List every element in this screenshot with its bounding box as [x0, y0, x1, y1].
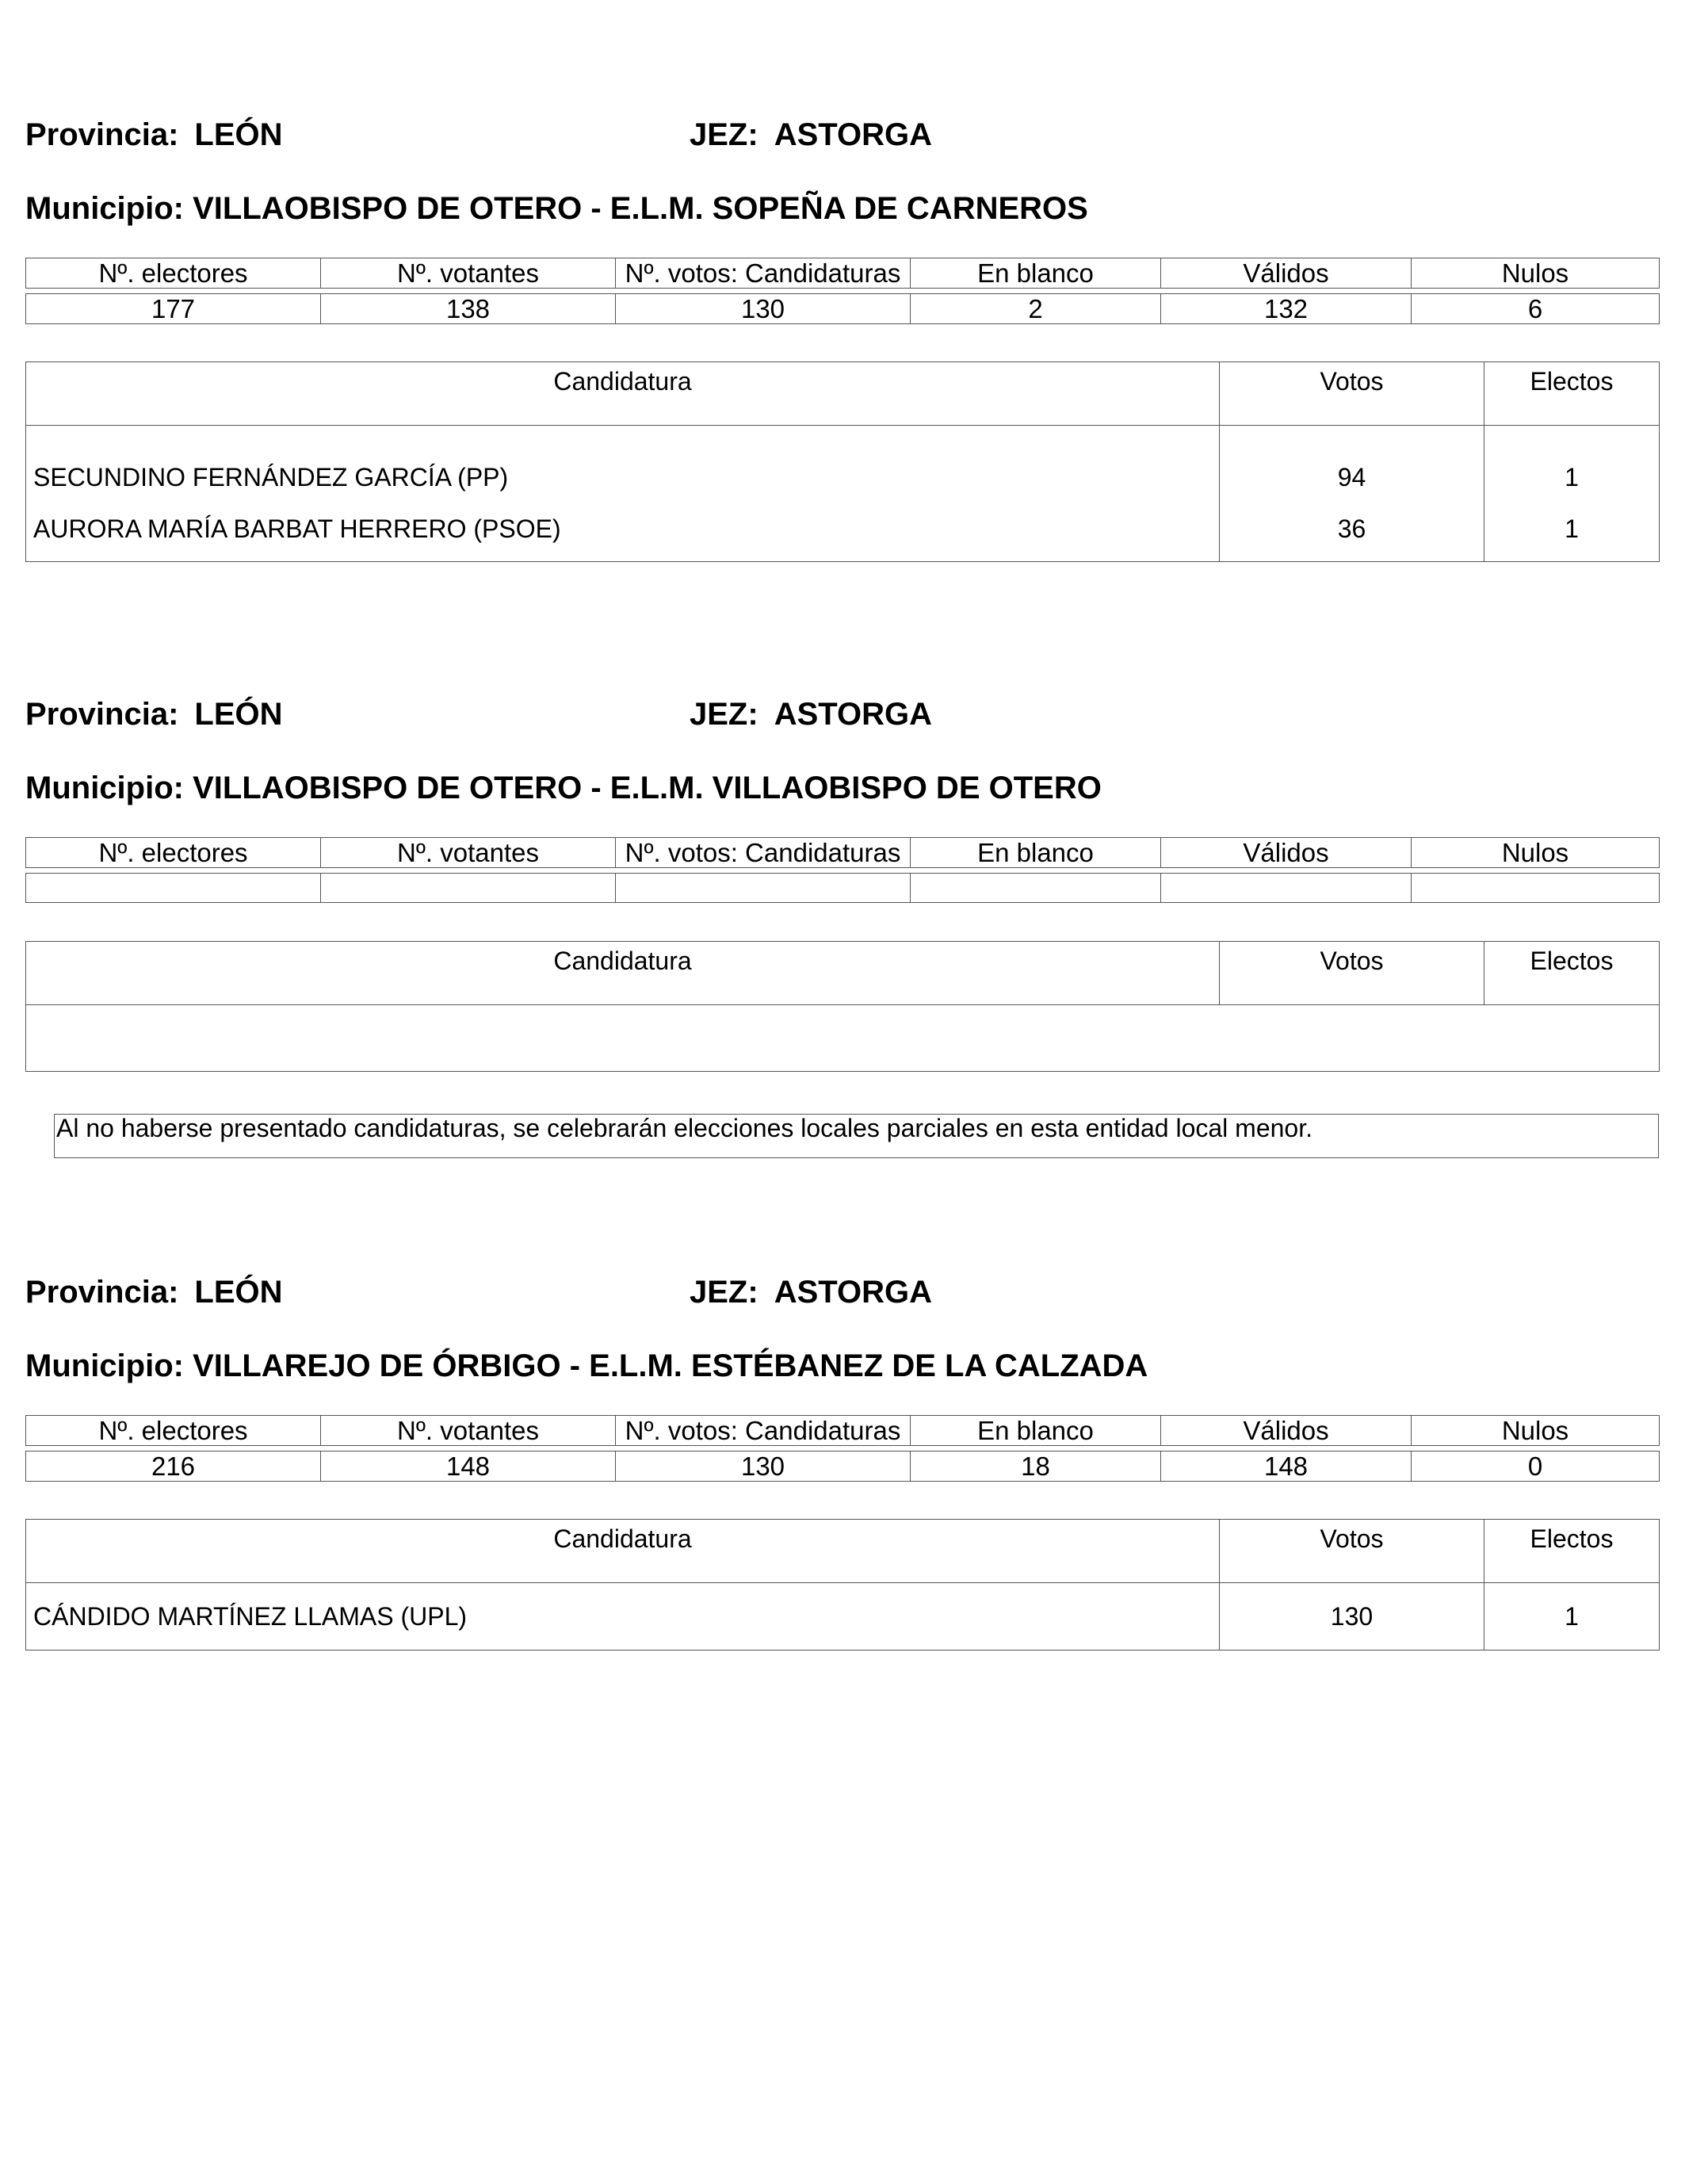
- municipio-line: [25, 1347, 1148, 1385]
- value-nulos: 6: [1412, 294, 1660, 324]
- header-votos: Votos: [1220, 362, 1484, 426]
- provincia-label: Provincia:: [25, 1275, 179, 1310]
- candidates-header-row: [26, 942, 1660, 1005]
- header-votantes: Nº. votantes: [321, 258, 616, 289]
- header-candidatura: Candidatura: [26, 942, 1220, 1005]
- value-electores: [26, 874, 321, 903]
- candidate-name: AURORA MARÍA BARBAT HERRERO (PSOE): [26, 503, 1220, 562]
- jez-label: JEZ:: [690, 1275, 758, 1310]
- value-validos: [1161, 874, 1412, 903]
- provincia-value: LEÓN: [194, 1275, 283, 1310]
- value-votos-candidaturas: [616, 874, 911, 903]
- value-votos-candidaturas: 130: [616, 1452, 911, 1482]
- header-electos: Electos: [1484, 1520, 1660, 1583]
- value-validos: 132: [1161, 294, 1412, 324]
- notice-box: Al no haberse presentado candidaturas, se celebrarán elecciones locales parciales en esta entidad local menor.: [54, 1114, 1659, 1158]
- value-electores: 216: [26, 1452, 321, 1482]
- empty-candidates-row: [26, 1005, 1660, 1072]
- header-en-blanco: En blanco: [911, 258, 1161, 289]
- municipio-label: Municipio:: [25, 191, 184, 226]
- value-votos-candidaturas: 130: [616, 294, 911, 324]
- stats-header-row: [26, 258, 1660, 289]
- jez-label: JEZ:: [690, 117, 758, 152]
- candidate-electos: 1: [1484, 503, 1660, 562]
- header-nulos: Nulos: [1412, 1416, 1660, 1446]
- provincia-label: Provincia:: [25, 697, 179, 732]
- jez-line: [690, 695, 932, 733]
- provincia-label: Provincia:: [25, 117, 179, 152]
- candidates-header-row: [26, 362, 1660, 426]
- value-nulos: [1412, 874, 1660, 903]
- candidate-row: [26, 426, 1660, 503]
- candidates-table: [25, 361, 1660, 562]
- candidate-row: [26, 503, 1660, 562]
- jez-label: JEZ:: [690, 697, 758, 732]
- header-en-blanco: En blanco: [911, 1416, 1161, 1446]
- municipio-line: [25, 769, 1102, 807]
- provincia-line: [25, 1273, 283, 1311]
- stats-header-row: [26, 1416, 1660, 1446]
- header-votos-candidaturas: Nº. votos: Candidaturas: [616, 1416, 911, 1446]
- header-votos: Votos: [1220, 1520, 1484, 1583]
- header-nulos: Nulos: [1412, 258, 1660, 289]
- value-en-blanco: 2: [911, 294, 1161, 324]
- value-en-blanco: [911, 874, 1161, 903]
- candidate-name: CÁNDIDO MARTÍNEZ LLAMAS (UPL): [26, 1583, 1220, 1650]
- candidate-votos: 130: [1220, 1583, 1484, 1650]
- header-validos: Válidos: [1161, 838, 1412, 868]
- candidate-votos: 36: [1220, 503, 1484, 562]
- stats-values-row: [26, 294, 1660, 324]
- stats-table: [25, 837, 1660, 903]
- value-nulos: 0: [1412, 1452, 1660, 1482]
- provincia-line: [25, 695, 283, 733]
- municipio-line: [25, 189, 1088, 228]
- value-electores: 177: [26, 294, 321, 324]
- candidate-electos: 1: [1484, 1583, 1660, 1650]
- candidate-electos: 1: [1484, 426, 1660, 503]
- header-electos: Electos: [1484, 942, 1660, 1005]
- candidate-row: [26, 1583, 1660, 1650]
- provincia-value: LEÓN: [194, 697, 283, 732]
- value-validos: 148: [1161, 1452, 1412, 1482]
- header-electos: Electos: [1484, 362, 1660, 426]
- municipio-value: VILLAOBISPO DE OTERO - E.L.M. VILLAOBISPO DE OTERO: [193, 771, 1102, 805]
- header-votos-candidaturas: Nº. votos: Candidaturas: [616, 258, 911, 289]
- candidates-header-row: [26, 1520, 1660, 1583]
- header-votos: Votos: [1220, 942, 1484, 1005]
- value-votantes: [321, 874, 616, 903]
- header-validos: Válidos: [1161, 258, 1412, 289]
- candidate-votos: 94: [1220, 426, 1484, 503]
- jez-line: [690, 1273, 932, 1311]
- jez-value: ASTORGA: [774, 117, 932, 152]
- jez-line: [690, 116, 932, 154]
- header-electores: Nº. electores: [26, 838, 321, 868]
- header-en-blanco: En blanco: [911, 838, 1161, 868]
- stats-values-row: [26, 1452, 1660, 1482]
- jez-value: ASTORGA: [774, 697, 932, 732]
- header-validos: Válidos: [1161, 1416, 1412, 1446]
- provincia-line: [25, 116, 283, 154]
- provincia-value: LEÓN: [194, 117, 283, 152]
- candidates-table: [25, 1519, 1660, 1650]
- municipio-label: Municipio:: [25, 771, 184, 805]
- header-votos-candidaturas: Nº. votos: Candidaturas: [616, 838, 911, 868]
- value-votantes: 148: [321, 1452, 616, 1482]
- jez-value: ASTORGA: [774, 1275, 932, 1310]
- stats-table: [25, 1415, 1660, 1482]
- candidate-name: SECUNDINO FERNÁNDEZ GARCÍA (PP): [26, 426, 1220, 503]
- municipio-label: Municipio:: [25, 1348, 184, 1383]
- municipio-value: VILLAREJO DE ÓRBIGO - E.L.M. ESTÉBANEZ DE LA CALZADA: [193, 1348, 1148, 1383]
- header-candidatura: Candidatura: [26, 1520, 1220, 1583]
- header-votantes: Nº. votantes: [321, 838, 616, 868]
- stats-table: [25, 258, 1660, 324]
- municipio-value: VILLAOBISPO DE OTERO - E.L.M. SOPEÑA DE CARNEROS: [193, 191, 1088, 226]
- stats-values-row: [26, 874, 1660, 903]
- value-votantes: 138: [321, 294, 616, 324]
- stats-header-row: [26, 838, 1660, 868]
- header-electores: Nº. electores: [26, 1416, 321, 1446]
- value-en-blanco: 18: [911, 1452, 1161, 1482]
- header-candidatura: Candidatura: [26, 362, 1220, 426]
- header-electores: Nº. electores: [26, 258, 321, 289]
- candidates-table: [25, 941, 1660, 1072]
- header-nulos: Nulos: [1412, 838, 1660, 868]
- header-votantes: Nº. votantes: [321, 1416, 616, 1446]
